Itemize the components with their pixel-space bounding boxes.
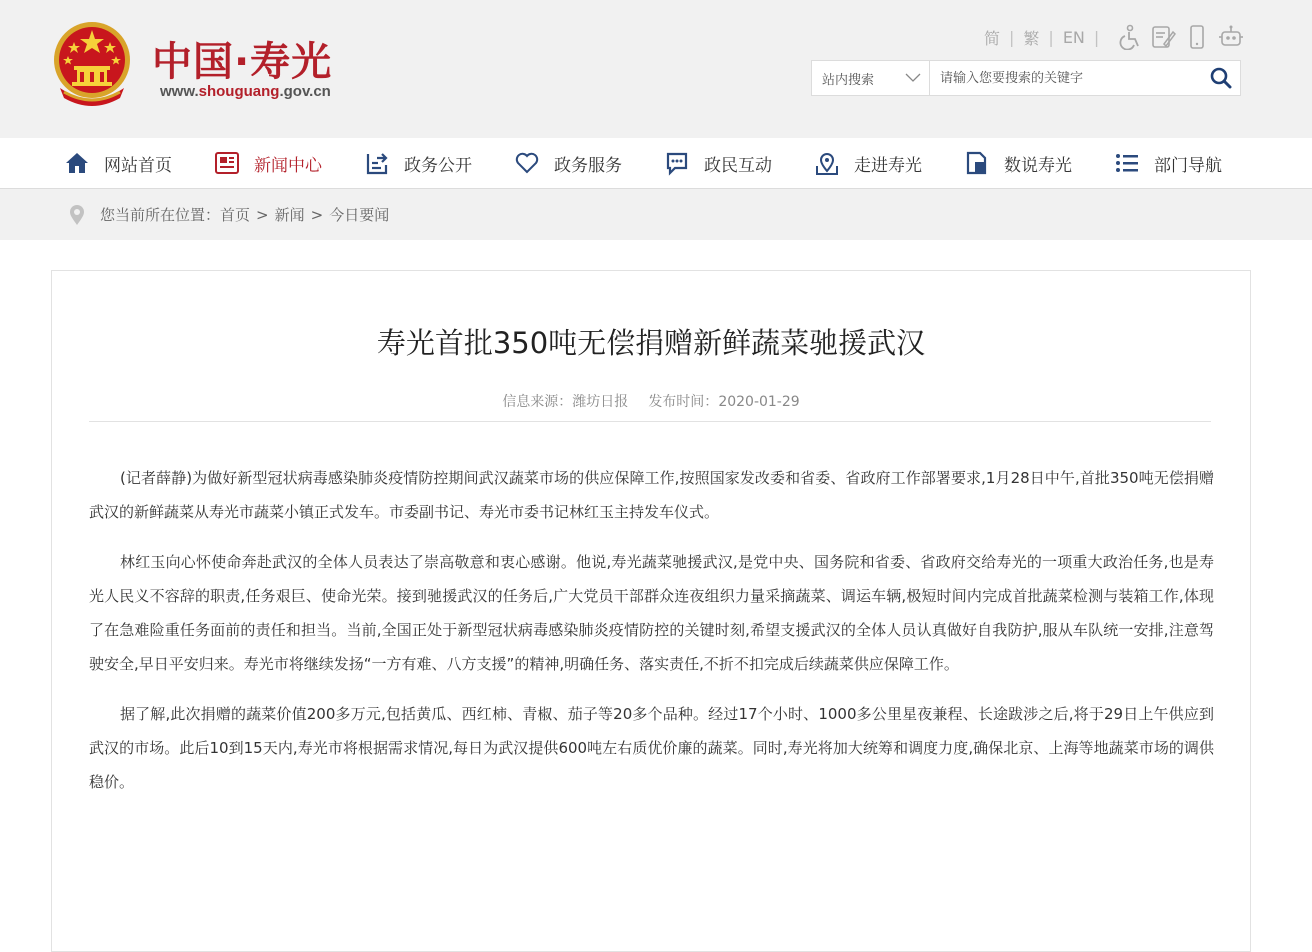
separator: | bbox=[1048, 27, 1054, 47]
separator: | bbox=[1093, 27, 1100, 47]
nav-label: 部门导航 bbox=[1154, 155, 1222, 176]
site-logo-text[interactable]: 中国·寿光 bbox=[152, 39, 333, 85]
english-link[interactable]: EN bbox=[1062, 27, 1085, 47]
nav-item-department-nav[interactable] bbox=[1114, 138, 1222, 188]
breadcrumb-bar bbox=[0, 189, 1312, 240]
search-scope-select[interactable] bbox=[812, 61, 930, 95]
search-button[interactable] bbox=[1202, 61, 1240, 95]
nav-item-government-services[interactable] bbox=[514, 138, 622, 188]
home-icon bbox=[64, 150, 90, 176]
nav-item-about-shouguang[interactable] bbox=[814, 138, 922, 188]
nav-item-home[interactable] bbox=[64, 138, 172, 188]
nav-label: 网站首页 bbox=[104, 155, 172, 176]
time-value: 2020-01-29 bbox=[718, 394, 800, 410]
article-meta bbox=[52, 391, 1250, 411]
search-scope-label: 站内搜索 bbox=[822, 72, 875, 88]
url-suffix: .gov.cn bbox=[279, 83, 331, 100]
accessibility-icon[interactable] bbox=[1116, 24, 1142, 50]
nav-label: 政民互动 bbox=[704, 155, 772, 176]
search-input[interactable] bbox=[930, 61, 1202, 95]
heart-icon bbox=[514, 150, 540, 176]
search-icon bbox=[1210, 67, 1232, 89]
article-body bbox=[89, 461, 1214, 815]
traditional-chinese-link[interactable]: 繁 bbox=[1023, 28, 1040, 48]
simplified-chinese-link[interactable]: 简 bbox=[984, 28, 1001, 48]
chevron-down-icon bbox=[905, 73, 921, 83]
map-pin-icon bbox=[814, 150, 840, 176]
nav-label: 新闻中心 bbox=[254, 155, 322, 176]
source-value: 潍坊日报 bbox=[572, 394, 629, 410]
article-paragraph: 据了解,此次捐赠的蔬菜价值200多万元,包括黄瓜、西红柿、青椒、茄子等20多个品种。经过17个小时、1000多公里星夜兼程、长途跋涉之后,将于29日上午供应到武汉的市场。此后10到15天内,寿光市将根据需求情况,每日为武汉提供600吨左右质优价廉的蔬菜。同时,寿光将加大统筹和调度力度,确保北京、上海等地蔬菜市场的调供稳价。 bbox=[89, 705, 1214, 791]
nav-item-interaction[interactable] bbox=[664, 138, 772, 188]
breadcrumb-separator: > bbox=[310, 205, 324, 224]
separator: | bbox=[1009, 27, 1015, 47]
nav-item-news[interactable] bbox=[214, 138, 322, 188]
location-pin-icon bbox=[66, 203, 88, 227]
url-brand: shouguang bbox=[198, 83, 280, 100]
mobile-icon[interactable] bbox=[1184, 24, 1210, 50]
breadcrumb-home[interactable]: 首页 bbox=[220, 206, 251, 224]
site-header bbox=[0, 0, 1312, 138]
source-label: 信息来源： bbox=[502, 394, 573, 410]
elder-mode-icon[interactable] bbox=[1150, 24, 1176, 50]
breadcrumb-separator: > bbox=[256, 205, 269, 224]
list-icon bbox=[1114, 150, 1140, 176]
newspaper-icon bbox=[214, 150, 240, 176]
time-label: 发布时间： bbox=[648, 394, 719, 410]
nav-label: 政务公开 bbox=[404, 155, 472, 176]
breadcrumb-today-news[interactable]: 今日要闻 bbox=[329, 206, 390, 224]
article-title: 寿光首批350吨无偿捐赠新鲜蔬菜驰援武汉 bbox=[376, 326, 926, 360]
nav-label: 走进寿光 bbox=[854, 155, 922, 176]
breadcrumb-prefix: 您当前所在位置： bbox=[100, 206, 221, 224]
national-emblem-icon bbox=[50, 18, 134, 106]
site-search bbox=[811, 60, 1241, 96]
article-paragraph: 林红玉向心怀使命奔赴武汉的全体人员表达了崇高敬意和衷心感谢。他说,寿光蔬菜驰援武汉,是党中央、国务院和省委、省政府交给寿光的一项重大政治任务,也是寿光人民义不容辞的职责,任务艰巨、使命光荣。接到驰援武汉的任务后,广大党员干部群众连夜组织力量采摘蔬菜、调运车辆,极短时间内完成首批蔬菜检测与装箱工作,体现了在急难险重任务面前的责任和担当。当前,全国正处于新型冠状病毒感染肺炎疫情防控的关键时刻,希望支援武汉的全体人员认真做好自我防护,服从车队统一安排,注意驾驶安全,早日平安归来。寿光市将继续发扬“一方有难、八方支援”的精神,明确任务、落实责任,不折不扣完成后续蔬菜供应保障工作。 bbox=[89, 553, 1214, 673]
main-nav bbox=[0, 138, 1312, 189]
nav-label: 政务服务 bbox=[554, 155, 622, 176]
chat-icon bbox=[664, 150, 690, 176]
article-card bbox=[51, 270, 1251, 952]
breadcrumb-news[interactable]: 新闻 bbox=[274, 206, 305, 224]
breadcrumb bbox=[66, 189, 389, 240]
article-paragraph: (记者薛静)为做好新型冠状病毒感染肺炎疫情防控期间武汉蔬菜市场的供应保障工作,按照国家发改委和省委、省政府工作部署要求,1月28日中午,首批350吨无偿捐赠武汉的新鲜蔬菜从寿光市蔬菜小镇正式发车。市委副书记、寿光市委书记林红玉主持发车仪式。 bbox=[89, 469, 1214, 521]
title-divider bbox=[89, 421, 1211, 422]
data-file-icon bbox=[964, 150, 990, 176]
document-share-icon bbox=[364, 150, 390, 176]
url-prefix: www. bbox=[160, 83, 199, 100]
site-url bbox=[160, 83, 331, 100]
robot-icon[interactable] bbox=[1218, 24, 1244, 50]
nav-item-data-shouguang[interactable] bbox=[964, 138, 1072, 188]
nav-label: 数说寿光 bbox=[1004, 155, 1072, 176]
nav-item-government-affairs[interactable] bbox=[364, 138, 472, 188]
top-links bbox=[984, 24, 1244, 50]
